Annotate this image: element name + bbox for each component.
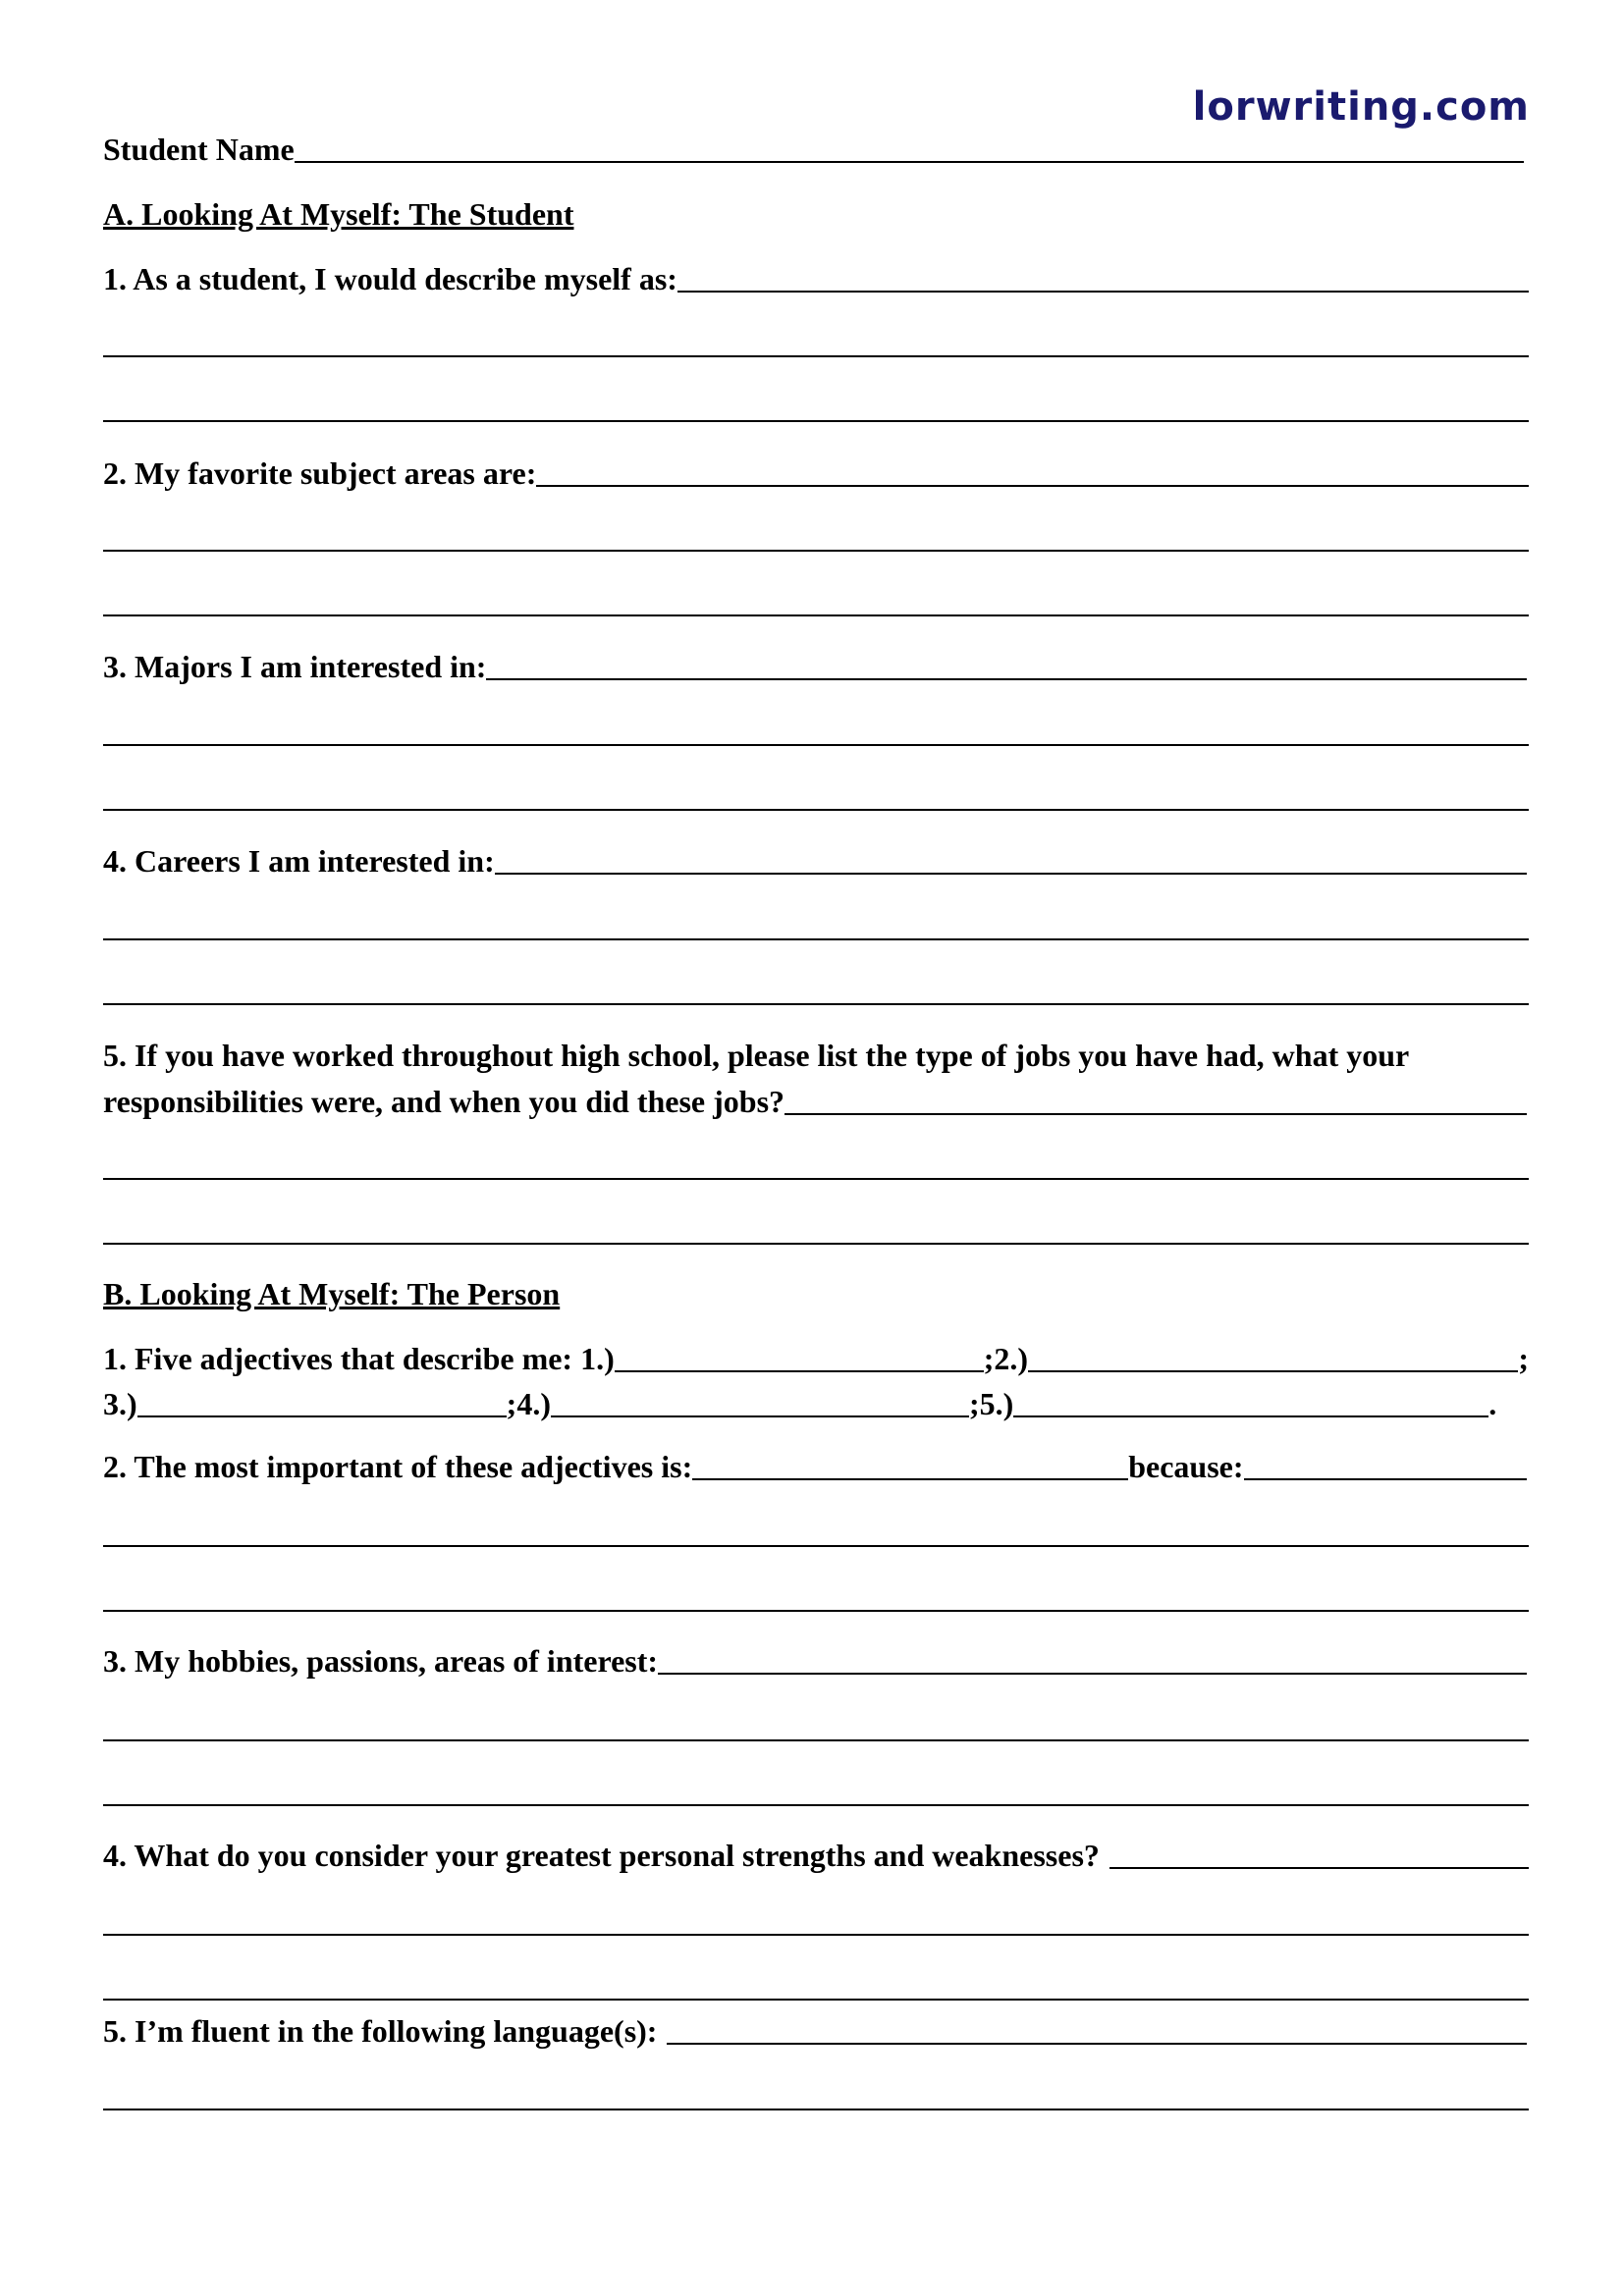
question-b1-label: 1. Five adjectives that describe me: 1.) [103,1341,615,1376]
question-a1-label: 1. As a student, I would describe myself as: [103,261,677,296]
question-a1-blank[interactable] [677,291,1529,293]
answer-line[interactable] [103,1934,1529,1936]
student-name-row [103,128,1529,167]
question-b5-label: 5. I’m fluent in the following language(s): [103,2013,658,2049]
answer-line[interactable] [103,1243,1529,1245]
question-b3-label: 3. My hobbies, passions, areas of interest: [103,1643,659,1679]
question-a5-blank[interactable] [784,1113,1527,1115]
adjective-4-blank[interactable] [551,1415,969,1417]
adjective-3-label: 3.) [103,1386,137,1421]
question-a5-line1: 5. If you have worked throughout high school, please list the type of jobs you have had, what your [103,1038,1410,1073]
section-b-heading: B. Looking At Myself: The Person [103,1276,561,1311]
answer-line[interactable] [103,1804,1529,1806]
adjective-2-blank[interactable] [1028,1370,1518,1372]
question-b4-label: 4. What do you consider your greatest personal strengths and weaknesses? [103,1838,1100,1873]
question-b2 [103,1445,1529,1484]
line-end-semicolon: ; [1518,1341,1529,1376]
answer-line[interactable] [103,1003,1529,1005]
question-b3-blank[interactable] [658,1673,1527,1675]
question-b1-line1 [103,1337,1529,1376]
adjective-3-blank[interactable] [137,1415,507,1417]
because-blank[interactable] [1244,1478,1527,1480]
question-a1 [103,257,1529,296]
question-b1-line2 [103,1382,1529,1421]
question-a2-blank[interactable] [536,485,1529,487]
question-b4-blank[interactable] [1109,1867,1529,1869]
adjective-1-blank[interactable] [615,1370,984,1372]
answer-line[interactable] [103,550,1529,552]
answer-line[interactable] [103,355,1529,357]
answer-line[interactable] [103,2109,1529,2110]
question-a5-label: responsibilities were, and when you did these jobs? [103,1084,785,1119]
answer-line[interactable] [103,614,1529,616]
question-b2-label: 2. The most important of these adjectives is: [103,1449,693,1484]
question-a2-label: 2. My favorite subject areas are: [103,455,537,491]
question-b5-blank[interactable] [667,2043,1527,2045]
question-a4-blank[interactable] [495,873,1527,875]
most-important-adjective-blank[interactable] [692,1478,1128,1480]
answer-line[interactable] [103,1178,1529,1180]
adjective-5-label: ;5.) [968,1386,1014,1421]
question-b4 [103,1834,1529,1873]
answer-line[interactable] [103,1739,1529,1741]
section-a-heading: A. Looking At Myself: The Student [103,196,574,232]
question-a3-label: 3. Majors I am interested in: [103,649,487,684]
adjective-2-label: ;2.) [983,1341,1029,1376]
question-a2 [103,452,1529,491]
question-b3 [103,1639,1529,1679]
line-end-period: . [1488,1386,1497,1421]
question-a5 [103,1080,1529,1119]
question-a3 [103,645,1529,684]
answer-line[interactable] [103,1999,1529,2001]
student-name-blank[interactable] [295,161,1524,163]
question-b5 [103,2009,1529,2049]
answer-line[interactable] [103,744,1529,746]
adjective-5-blank[interactable] [1013,1415,1488,1417]
question-a3-blank[interactable] [486,678,1527,680]
answer-line[interactable] [103,1545,1529,1547]
answer-line[interactable] [103,938,1529,940]
brand-watermark: lorwriting.com [1192,84,1530,130]
student-name-label: Student Name [103,132,295,167]
adjective-4-label: ;4.) [506,1386,551,1421]
question-a4 [103,839,1529,879]
question-a4-label: 4. Careers I am interested in: [103,843,495,879]
answer-line[interactable] [103,420,1529,422]
answer-line[interactable] [103,809,1529,811]
because-label: because: [1128,1449,1244,1484]
answer-line[interactable] [103,1610,1529,1612]
